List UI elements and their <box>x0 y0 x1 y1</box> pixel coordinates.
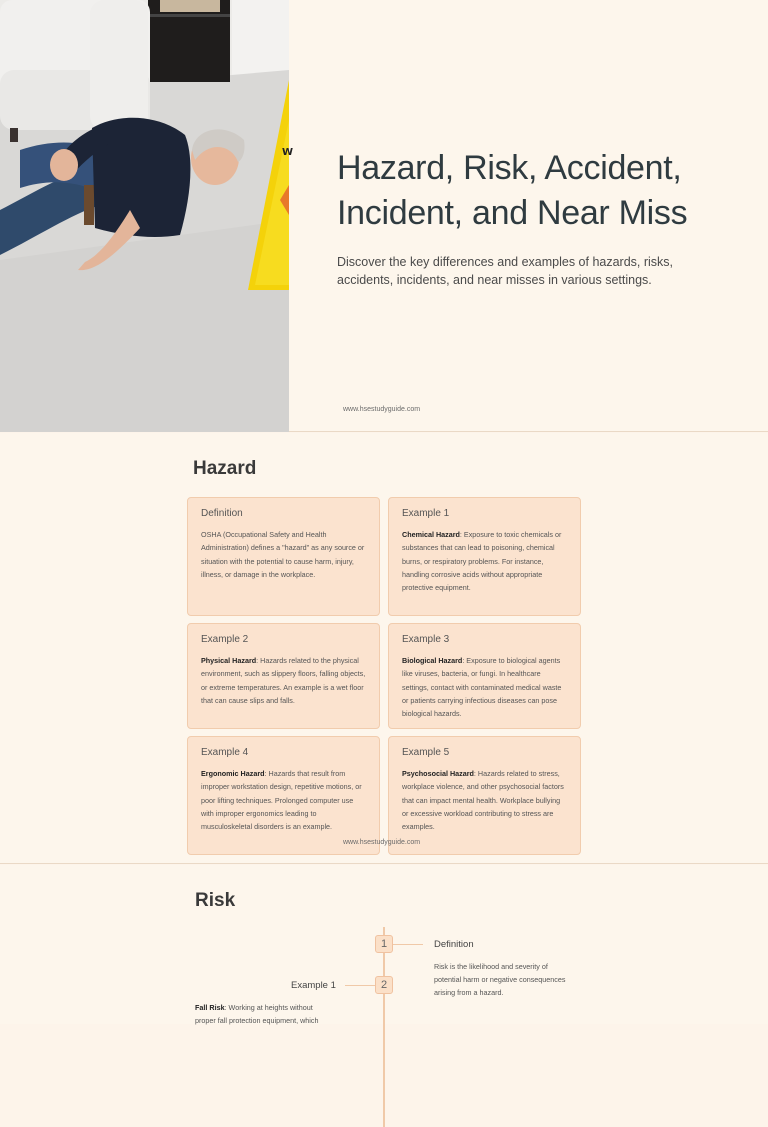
timeline-badge-1: 1 <box>375 935 393 953</box>
title-slide <box>0 0 768 432</box>
card-heading: Definition <box>201 508 243 519</box>
timeline-badge-2: 2 <box>375 976 393 994</box>
hazard-example-2-card <box>187 623 380 729</box>
hazard-definition-card <box>187 497 380 616</box>
risk-slide <box>0 865 768 1024</box>
card-term: Physical Hazard <box>201 656 257 665</box>
card-heading: Example 3 <box>402 634 450 645</box>
hazard-example-4-card <box>187 736 380 855</box>
card-heading: Example 1 <box>402 508 450 519</box>
card-text: Physical Hazard: Hazards related to the physical environment, such as slippery floors, falling objects, or extreme temperatures. An example is a wet floor that can cause slips and falls. <box>201 656 366 705</box>
card-term: Ergonomic Hazard <box>201 769 265 778</box>
timeline-connector <box>345 985 375 986</box>
timeline-line <box>383 927 385 1127</box>
hero-photo <box>0 0 294 432</box>
timeline-heading: Example 1 <box>291 980 336 991</box>
hazard-example-3-card <box>388 623 581 729</box>
card-term: Chemical Hazard <box>402 530 460 539</box>
card-text: Chemical Hazard: Exposure to toxic chemicals or substances that can lead to poisoning, chemical burns, or respiratory problems. For instance, handling corrosive acids without appropriate protective equipment. <box>402 530 562 593</box>
card-heading: Example 5 <box>402 747 450 758</box>
timeline-text: Fall Risk: Working at heights without proper fall protection equipment, which <box>195 1003 319 1025</box>
page-title: Hazard, Risk, Accident, Incident, and Near Miss <box>337 149 688 232</box>
hazard-slide <box>0 433 768 864</box>
timeline-connector <box>393 944 423 945</box>
card-text: OSHA (Occupational Safety and Health Administration) defines a "hazard" as any source or situation with the potential to cause harm, injury, illness, or damage in the workplace. <box>201 530 365 579</box>
hazard-example-5-card <box>388 736 581 855</box>
website-footer[interactable]: www.hsestudyguide.com <box>343 406 421 413</box>
card-heading: Example 4 <box>201 747 249 758</box>
card-text: Ergonomic Hazard: Hazards that result from improper workstation design, repetitive motions, or poor lifting techniques. Prolonged computer use with improper ergonomics leading to musculoskeletal disorders is an example. <box>201 769 362 832</box>
hazard-example-1-card <box>388 497 581 616</box>
timeline-text: Risk is the likelihood and severity of potential harm or negative consequences arising from a hazard. <box>434 962 566 997</box>
card-heading: Example 2 <box>201 634 249 645</box>
card-term: Biological Hazard <box>402 656 463 665</box>
website-footer[interactable]: www.hsestudyguide.com <box>343 839 421 846</box>
photo-sign-text: W <box>282 147 294 158</box>
timeline-heading: Definition <box>434 939 474 950</box>
card-text: Biological Hazard: Exposure to biological agents like viruses, bacteria, or fungi. In healthcare settings, contact with contaminated medical waste or patients carrying infectious diseases can pose biological hazards. <box>402 656 562 719</box>
hazard-section-title: Hazard <box>193 458 257 479</box>
risk-section-title: Risk <box>195 890 236 911</box>
page-subtitle: Discover the key differences and examples of hazards, risks, accidents, incidents, and near misses in various settings. <box>337 255 674 287</box>
card-text: Psychosocial Hazard: Hazards related to stress, workplace violence, and other psychosocial factors that can impact mental health. Workplace bullying or excessive workload contributing to stress are examples. <box>402 769 564 832</box>
card-term: Psychosocial Hazard <box>402 769 474 778</box>
